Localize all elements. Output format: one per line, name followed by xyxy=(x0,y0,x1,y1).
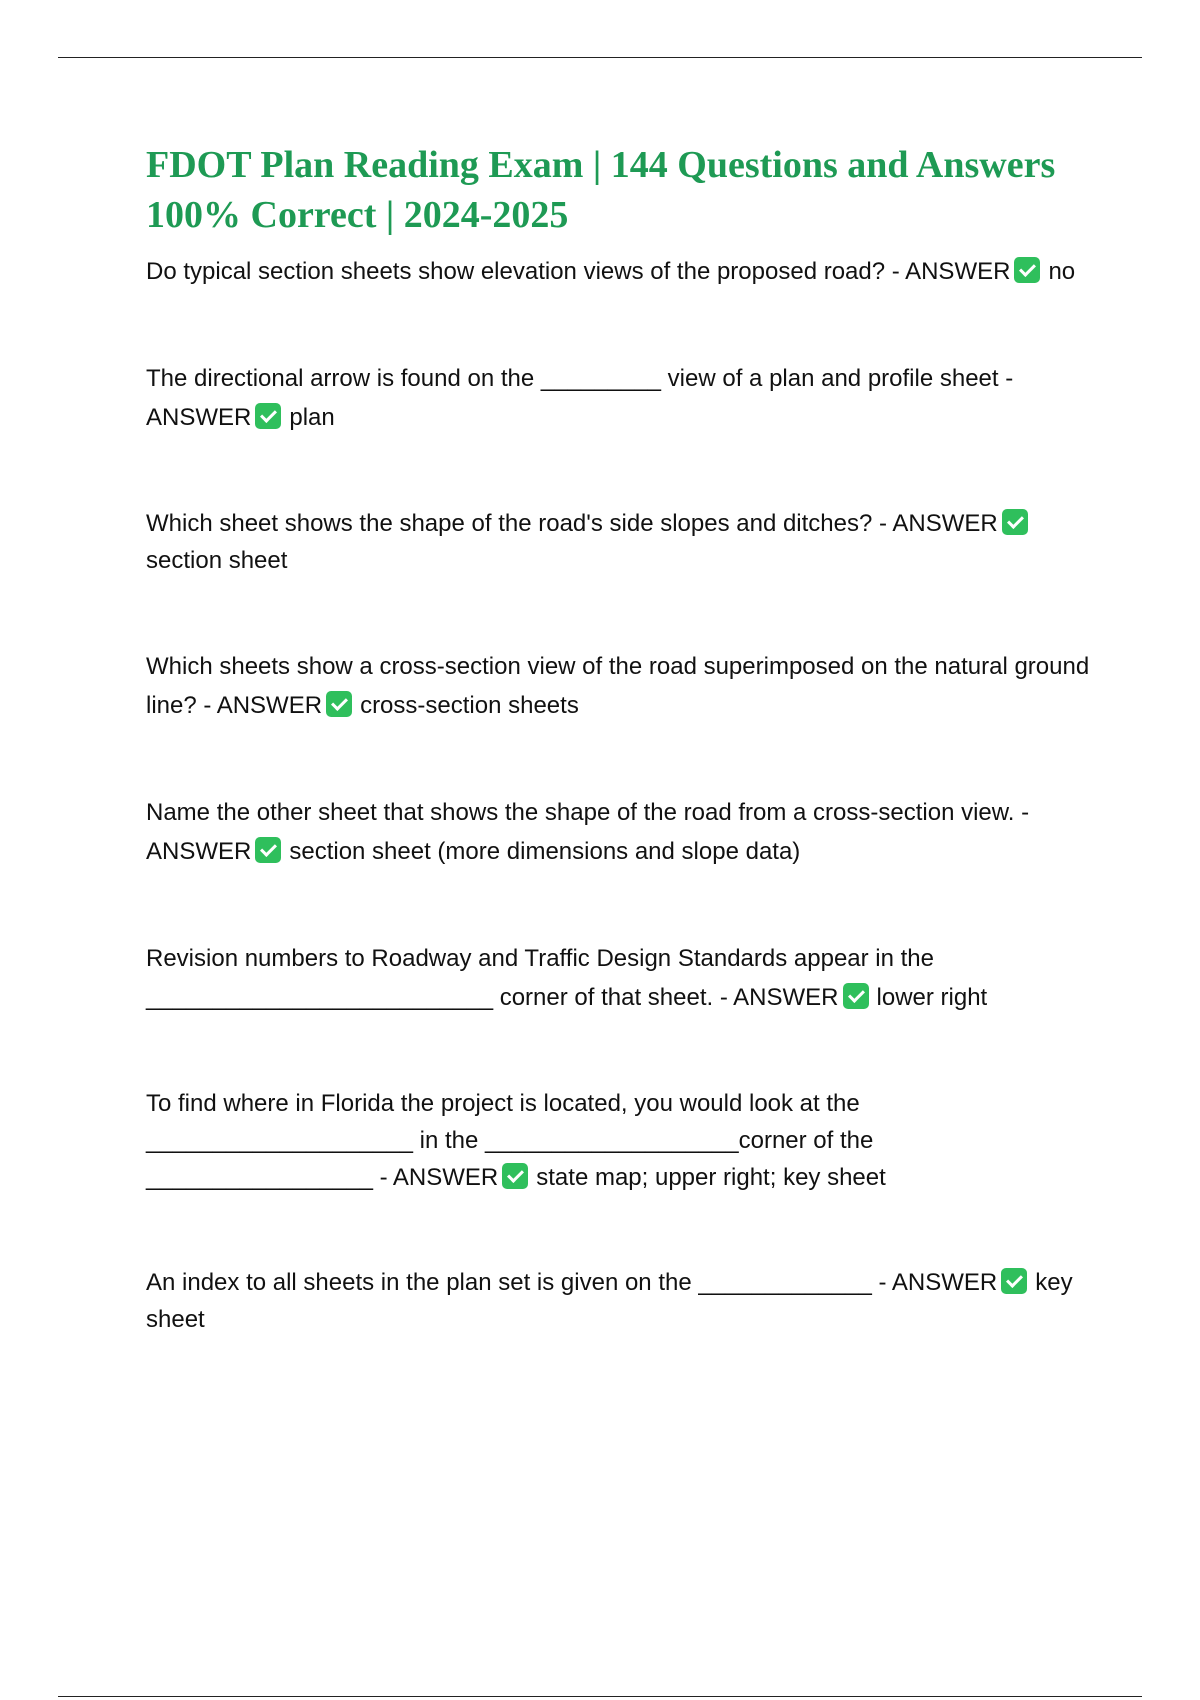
check-box-icon xyxy=(1001,1268,1027,1294)
qa-item-7 xyxy=(146,1085,1091,1196)
question-text: Which sheet shows the shape of the road's side slopes and ditches? - ANSWER xyxy=(146,510,998,537)
question-text: To find where in Florida the project is located, you would look at the ____________________ in the ___________________corner of the _________________ - ANSWER xyxy=(146,1090,874,1191)
question-text: The directional arrow is found on the _________ view of a plan and profile sheet - ANSWER xyxy=(146,365,1014,431)
qa-item-1 xyxy=(146,252,1091,291)
answer-text: lower right xyxy=(876,984,988,1011)
check-box-icon xyxy=(1014,257,1040,283)
answer-text: section sheet xyxy=(146,547,288,574)
answer-text: cross-section sheets xyxy=(360,692,579,719)
check-box-icon xyxy=(255,837,281,863)
qa-item-3 xyxy=(146,505,1091,579)
answer-text: key sheet xyxy=(146,1269,1073,1333)
question-text: Name the other sheet that shows the shape of the road from a cross-section view. - ANSWER xyxy=(146,799,1030,865)
document-title: FDOT Plan Reading Exam | 144 Questions and Answers 100% Correct | 2024-2025 xyxy=(146,144,1056,236)
check-box-icon xyxy=(843,983,869,1009)
answer-text: state map; upper right; key sheet xyxy=(536,1164,886,1191)
answer-text: section sheet (more dimensions and slope data) xyxy=(289,838,801,865)
question-text: Revision numbers to Roadway and Traffic Design Standards appear in the __________________________ corner of that sheet. - ANSWER xyxy=(146,945,935,1011)
qa-item-4 xyxy=(146,647,1091,725)
top-rule xyxy=(58,57,1142,58)
qa-item-5 xyxy=(146,793,1091,871)
check-box-icon xyxy=(502,1163,528,1189)
check-box-icon xyxy=(326,691,352,717)
question-text: Do typical section sheets show elevation views of the proposed road? - ANSWER xyxy=(146,258,1011,285)
check-box-icon xyxy=(1002,509,1028,535)
question-text: An index to all sheets in the plan set is given on the _____________ - ANSWER xyxy=(146,1269,998,1296)
qa-item-8 xyxy=(146,1264,1091,1338)
document-body xyxy=(146,140,1091,1338)
qa-item-2 xyxy=(146,359,1091,437)
qa-item-6 xyxy=(146,939,1091,1017)
answer-text: plan xyxy=(289,404,335,431)
bottom-rule xyxy=(58,1696,1142,1697)
question-text: Which sheets show a cross-section view of the road superimposed on the natural ground line? - ANSWER xyxy=(146,653,1090,719)
answer-text: no xyxy=(1048,258,1076,285)
check-box-icon xyxy=(255,403,281,429)
